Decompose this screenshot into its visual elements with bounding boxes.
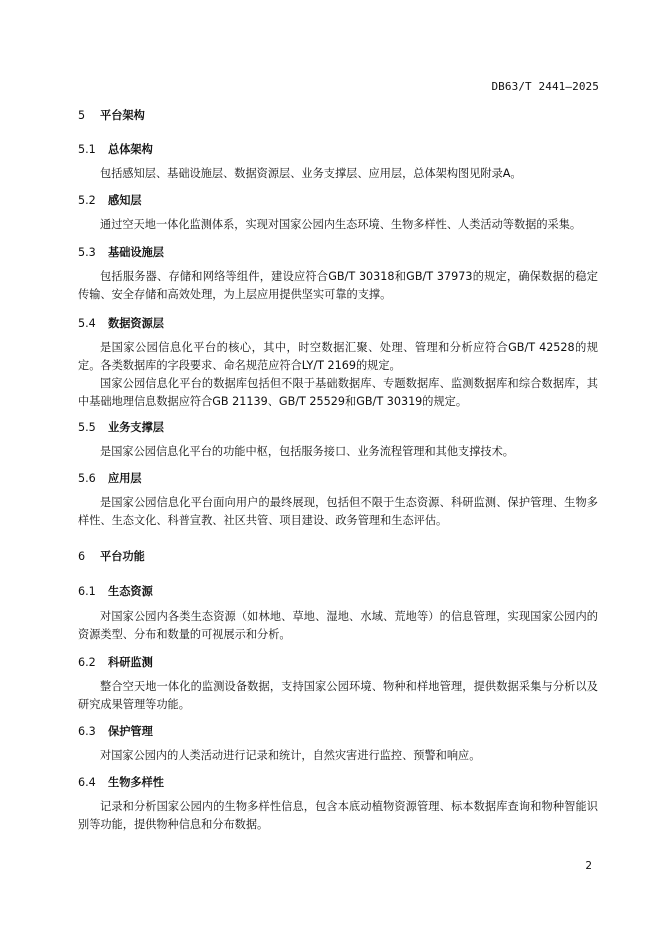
section-5-4-paragraph-2: 国家公园信息化平台的数据库包括但不限于基础数据库、专题数据库、监测数据库和综合数据库，其中基础地理信息数据应符合GB 21139、GB/T 25529和GB/T 30319的规定。 xyxy=(78,377,598,408)
section-title: 生态资源 xyxy=(108,585,153,598)
section-number: 6.4 xyxy=(78,776,96,789)
section-number: 5.6 xyxy=(78,472,96,485)
section-5-3-heading xyxy=(78,243,598,263)
section-title: 业务支撑层 xyxy=(108,421,164,434)
section-number: 5.3 xyxy=(78,246,96,259)
standard-code: DB63/T 2441—2025 xyxy=(491,80,599,93)
section-6-2-heading xyxy=(78,653,598,673)
section-title: 总体架构 xyxy=(108,143,153,156)
section-5-4-heading xyxy=(78,314,598,334)
section-title: 基础设施层 xyxy=(108,246,164,259)
section-number: 5.1 xyxy=(78,143,96,156)
section-number: 6 xyxy=(78,550,86,563)
section-5-2-paragraph: 通过空天地一体化监测体系，实现对国家公园内生态环境、生物多样性、人类活动等数据的采集。 xyxy=(100,218,582,231)
section-6-4-paragraph: 记录和分析国家公园内的生物多样性信息，包含本底动植物资源管理、标本数据库查询和物种智能识别等功能，提供物种信息和分布数据。 xyxy=(78,800,598,831)
section-5-6-paragraph: 是国家公园信息化平台面向用户的最终展现，包括但不限于生态资源、科研监测、保护管理、生物多样性、生态文化、科普宣教、社区共管、项目建设、政务管理和生态评估。 xyxy=(78,496,598,527)
section-number: 6.2 xyxy=(78,656,96,669)
section-title: 保护管理 xyxy=(108,725,153,738)
section-number: 5 xyxy=(78,109,86,122)
section-number: 5.2 xyxy=(78,194,96,207)
section-number: 6.3 xyxy=(78,725,96,738)
section-6-3-paragraph: 对国家公园内的人类活动进行记录和统计，自然灾害进行监控、预警和响应。 xyxy=(100,749,481,762)
section-number: 5.5 xyxy=(78,421,96,434)
section-5-1-heading xyxy=(78,140,598,160)
section-number: 6.1 xyxy=(78,585,96,598)
section-6-4-heading xyxy=(78,773,598,793)
section-5-4-paragraph-1: 是国家公园信息化平台的核心，其中，时空数据汇聚、处理、管理和分析应符合GB/T 42528的规定。各类数据库的字段要求、命名规范应符合LY/T 2169的规定。 xyxy=(78,341,598,372)
section-title: 感知层 xyxy=(108,194,142,207)
section-title: 科研监测 xyxy=(108,656,153,669)
section-5-1-paragraph: 包括感知层、基础设施层、数据资源层、业务支撑层、应用层，总体架构图见附录A。 xyxy=(100,167,522,180)
section-title: 生物多样性 xyxy=(108,776,164,789)
section-title: 平台架构 xyxy=(100,109,145,122)
section-5-5-heading xyxy=(78,418,598,438)
section-number: 5.4 xyxy=(78,317,96,330)
section-title: 平台功能 xyxy=(100,550,145,563)
section-5-6-heading xyxy=(78,469,598,489)
section-6-3-heading xyxy=(78,722,598,742)
section-title: 数据资源层 xyxy=(108,317,164,330)
section-5-3-paragraph: 包括服务器、存储和网络等组件，建设应符合GB/T 30318和GB/T 37973的规定，确保数据的稳定传输、安全存储和高效处理，为上层应用提供坚实可靠的支撑。 xyxy=(78,270,598,301)
section-5-heading xyxy=(78,106,598,126)
section-6-2-paragraph: 整合空天地一体化的监测设备数据，支持国家公园环境、物种和样地管理，提供数据采集与分析以及研究成果管理等功能。 xyxy=(78,680,598,711)
section-6-1-heading xyxy=(78,582,598,602)
section-5-5-paragraph: 是国家公园信息化平台的功能中枢，包括服务接口、业务流程管理和其他支撑技术。 xyxy=(100,445,514,458)
section-6-1-paragraph: 对国家公园内各类生态资源（如林地、草地、湿地、水域、荒地等）的信息管理，实现国家公园内的资源类型、分布和数量的可视展示和分析。 xyxy=(78,610,598,641)
section-title: 应用层 xyxy=(108,472,142,485)
section-6-heading xyxy=(78,547,598,567)
section-5-2-heading xyxy=(78,191,598,211)
page-number: 2 xyxy=(585,860,592,872)
